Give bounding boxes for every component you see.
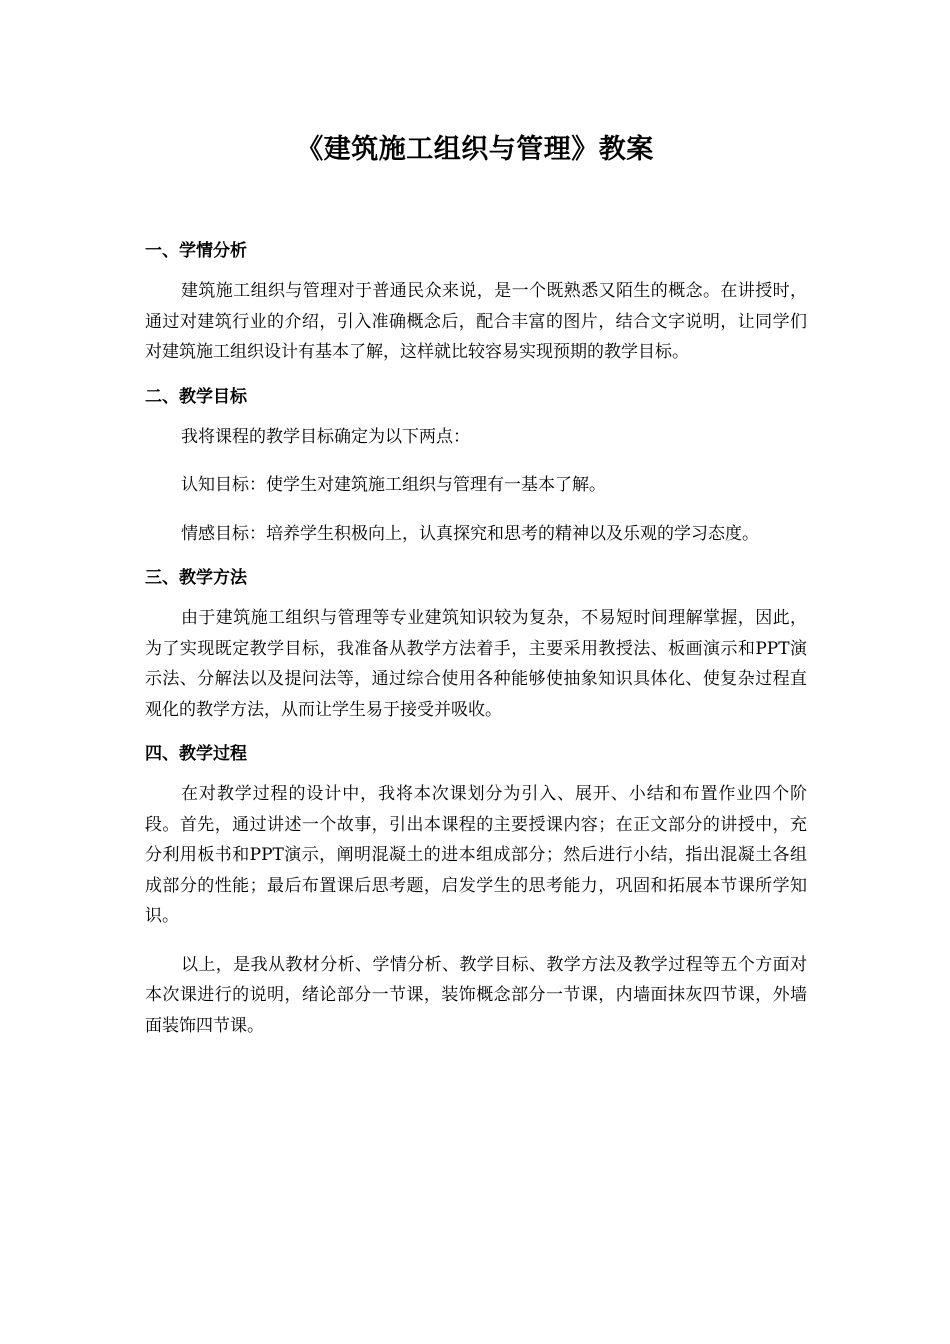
paragraph: 在对教学过程的设计中，我将本次课划分为引入、展开、小结和布置作业四个阶段。首先，通过讲述一个故事，引出本课程的主要授课内容；在正文部分的讲授中，充分利用板书和PPT演示，阐明混凝土的进本组成部分；然后进行小结，指出混凝土各组成部分的性能；最后布置课后思考题，启发学生的思考能力，巩固和拓展本节课所学知识。 xyxy=(145,784,807,926)
section-teaching-methods xyxy=(145,563,807,725)
section-teaching-process xyxy=(145,739,807,1041)
paragraph: 我将课程的教学目标确定为以下两点： xyxy=(181,426,470,447)
section-teaching-goals xyxy=(145,382,807,550)
paragraph: 建筑施工组织与管理对于普通民众来说，是一个既熟悉又陌生的概念。在讲授时，通过对建筑行业的介绍，引入准确概念后，配合丰富的图片，结合文字说明，让同学们对建筑施工组织设计有基本了解，这样就比较容易实现预期的教学目标。 xyxy=(145,281,807,362)
paragraph: 情感目标：培养学生积极向上，认真探究和思考的精神以及乐观的学习态度。 xyxy=(181,523,759,544)
section-heading: 一、学情分析 xyxy=(145,241,247,261)
section-heading: 三、教学方法 xyxy=(145,568,247,588)
paragraph: 认知目标：使学生对建筑施工组织与管理有一基本了解。 xyxy=(181,475,606,495)
document-body xyxy=(145,236,807,1055)
paragraph: 以上，是我从教材分析、学情分析、教学目标、教学方法及教学过程等五个方面对本次课进行的说明，绪论部分一节课，装饰概念部分一节课，内墙面抹灰四节课，外墙面装饰四节课。 xyxy=(145,954,807,1036)
document-title: 《建筑施工组织与管理》教案 xyxy=(296,134,654,165)
section-heading: 二、教学目标 xyxy=(145,386,247,407)
paragraph: 由于建筑施工组织与管理等专业建筑知识较为复杂，不易短时间理解掌握，因此，为了实现既定教学目标，我准备从教学方法着手，主要采用教授法、板画演示和PPT演示法、分解法以及提问法等，通过综合使用各种能够使抽象知识具体化、使复杂过程直观化的教学方法，从而让学生易于接受并吸收。 xyxy=(145,608,807,720)
section-student-analysis xyxy=(145,236,807,368)
section-heading: 四、教学过程 xyxy=(145,744,247,764)
